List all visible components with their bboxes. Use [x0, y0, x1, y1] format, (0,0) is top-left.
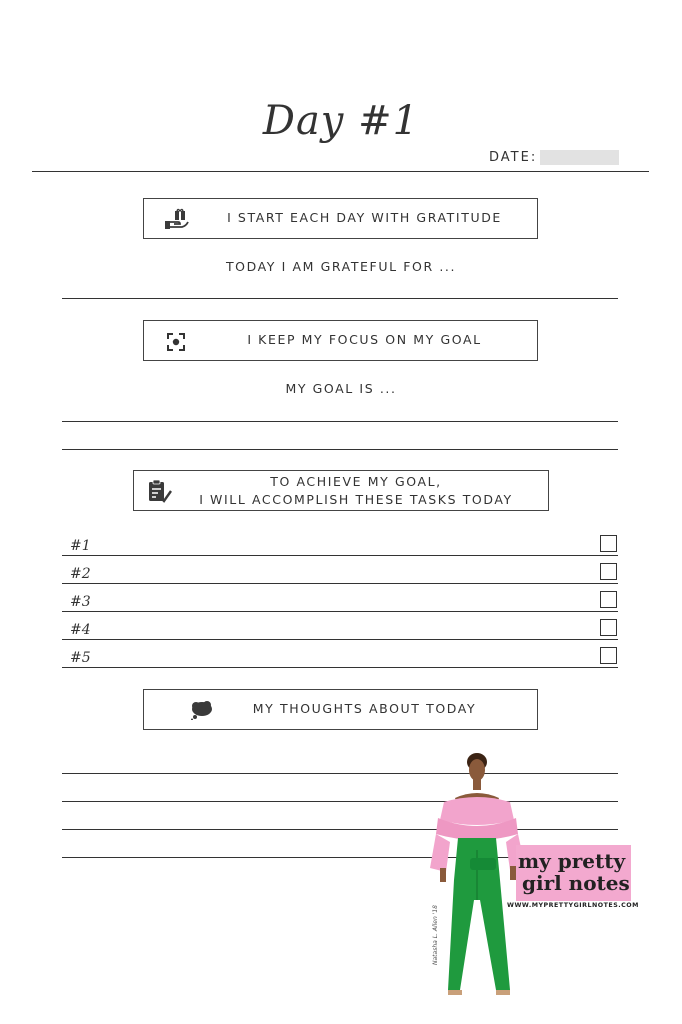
thoughts-write-line[interactable] [62, 829, 618, 830]
focus-target-icon [166, 332, 186, 352]
thoughts-heading-box [143, 689, 538, 730]
task-write-line[interactable] [62, 555, 618, 556]
brand-logo [516, 845, 631, 901]
task-number: #2 [70, 566, 91, 582]
logo-line2: girl notes [522, 871, 630, 895]
header-divider [32, 171, 649, 172]
artist-signature: Natasha L. Allen '18 [432, 905, 439, 965]
gratitude-write-line[interactable] [62, 298, 618, 299]
gratitude-heading: I START EACH DAY WITH GRATITUDE [227, 210, 502, 225]
focus-heading: I KEEP MY FOCUS ON MY GOAL [247, 332, 482, 347]
task-write-line[interactable] [62, 639, 618, 640]
task-number: #3 [70, 594, 91, 610]
clipboard-check-icon [147, 479, 173, 503]
task-write-line[interactable] [62, 611, 618, 612]
task-number: #4 [70, 622, 91, 638]
gift-in-hand-icon [164, 208, 190, 230]
thoughts-write-line[interactable] [62, 801, 618, 802]
gratitude-heading-box [143, 198, 538, 239]
thoughts-write-line[interactable] [62, 773, 618, 774]
focus-heading-box [143, 320, 538, 361]
task-checkbox[interactable] [600, 535, 617, 552]
day-title: Day #1 [262, 98, 420, 144]
task-checkbox[interactable] [600, 647, 617, 664]
thoughts-heading: MY THOUGHTS ABOUT TODAY [252, 701, 477, 716]
brand-url: WWW.MYPRETTYGIRLNOTES.COM [507, 902, 639, 909]
task-checkbox[interactable] [600, 591, 617, 608]
fashion-illustration [430, 750, 525, 1004]
goal-write-line[interactable] [62, 421, 618, 422]
date-label: DATE: [489, 150, 538, 165]
task-checkbox[interactable] [600, 619, 617, 636]
date-field[interactable] [540, 150, 619, 165]
task-write-line[interactable] [62, 583, 618, 584]
task-checkbox[interactable] [600, 563, 617, 580]
tasks-heading-box [133, 470, 549, 511]
tasks-heading-line2: I WILL ACCOMPLISH THESE TASKS TODAY [199, 492, 513, 507]
goal-prompt: MY GOAL IS ... [285, 381, 397, 396]
task-number: #5 [70, 650, 91, 666]
gratitude-prompt: TODAY I AM GRATEFUL FOR ... [225, 259, 457, 274]
logo-line1: my pretty [518, 849, 626, 873]
tasks-heading-line1: TO ACHIEVE MY GOAL, [270, 474, 442, 489]
task-write-line[interactable] [62, 667, 618, 668]
task-number: #1 [70, 538, 91, 554]
goal-write-line[interactable] [62, 449, 618, 450]
